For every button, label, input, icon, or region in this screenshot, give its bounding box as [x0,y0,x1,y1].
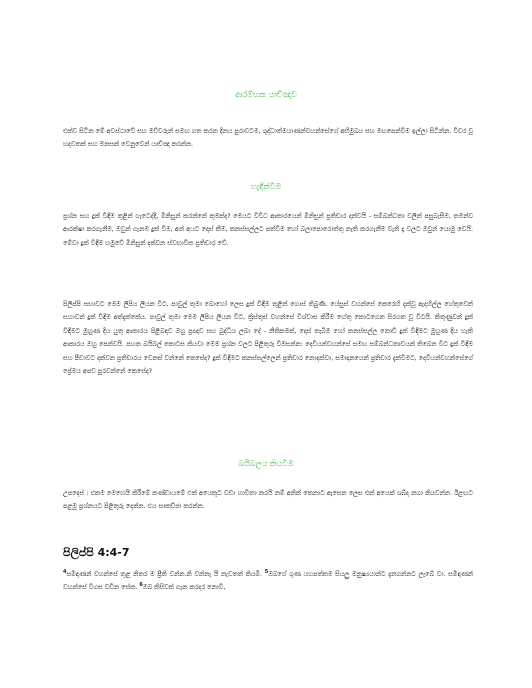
verse-5: ඔබගේ ගුණ යහපත්කම සියලු මනුෂ්‍යයාන්ට දැනගන්නට ලැබේ වා. සමිඳාණන් වහන්සේ විගස වඩින සේක. [63,570,473,592]
introduction-paragraph-1: ප්‍රශ්න සහ දුක් විඳීම තුළින් ගැටෙද්දී, මිනිසුන් කරන්නේ කුමක්ද? මෙයට විවිධ ආකාරයෙන් මිනිසුන් ප්‍රතිචාර දක්වයි - සම්බන්ධතා වලින් පසුබැසීම, තමන්ව ආරක්ෂා කරගැනීම, ඔවුන් ගැනම දුක් වීම, අන් අයට දොස් කීම, කනස්සල්ලට පත්වීම හෝ බලාපොරොත්තු නැති කරගැනීම වැනි දෑ වලට ඔවුන් යොමු වෙයි. මේවා දුක් විඳීම හමුවේ මිනිසුන් දක්වන ස්වභාවික ප්‍රතිචාර වේ. [63,212,473,247]
opening-prayer-text: එක්ව සිටින මේ අවස්ථාවේ සහ මව්වරුන් සමඟ ගත කරන දිනය පුරාවටම, ශුද්ධාත්මයාණන්වහන්සේගේ අභිමුඛය සහ මඟපෙන්වීම ඉල්ලා සිටින්න. විවර වූ හදවතක් සහ මනසක් වෙනුවෙන් යාච්ඤා කරන්න. [63,127,473,149]
scripture-text [63,568,473,595]
opening-prayer-heading: ආරම්භක යාච්ඤාව [235,90,297,99]
introduction-heading: හැඳින්වීම [250,182,282,191]
scripture-reference: පිලිප්පි 4:4-7 [63,546,130,559]
verse-number: 5 [264,568,269,575]
introduction-paragraph-2: පිලිප්පි සභාවට මෙම ලිපිය ලියන විට, පාවුල් තුමා බොහෝ ලෙස දුක් විඳීම තුළින් ගොස් තිබුණි. යේසුස් වහන්සේ කෙරෙහි දැක්වූ ඇදහිල්ල හේතුවෙන් සහාවන් දුක් විඳීම අත්දැක්කේය. පාවුල් තුමා මෙම ලිපිය ලියන විට, ක්‍රිස්තුස් වහන්සේ විශ්වාස කිරීම හේතු කොටගෙන සිරගත වූ විටයි. කිතුණුවන් දුක් විඳීමට මුහුණ දිය යුතු ආකාරය පිළිබඳව ඔහු ප්‍රඥාව සහ බුද්ධිය ලබා දේ - නීතිකමක්, දොස් තැබීම හෝ කනස්සල්ල නොව් දුක් විඳීමට මුහුණ දිය හැකි ආකාරය ඔහු පෙන්වයි. පහත බයිබල් කොටස කියවා මෙම ප්‍රශ්න වලට පිළිතුරු විමසන්න: දෙවියන්වහන්සේ සමඟ සම්බන්ධතාවයක් තිබෙන විට දුක් විඳීම සහ පීඩාවට දක්වන ප්‍රතිචාරය වෙනස් වන්නේ කෙසේද? දුක් විඳීමට කනස්සල්ලෙන් ප්‍රතිචාර නොදක්වා, සමාදානයෙන් ප්‍රතිචාර දැක්වීමට, දෙවියන්වහන්සේගේ ප්‍රේමය අපව පුරවන්නේ කෙසේද? [63,300,473,376]
verse-6: ඔබ කිසිවක් ගැන කරදර නොවී, [142,583,226,592]
bible-reading-instructions: උපදෙස් : එකම මෙහෙයි කිරීමේ කණ්ඩායමේ එක් අයෙකුට වඩා හාවිතා කරයි නම් අනික් කෙනාට ඇසෙන ලෙස එක් අයෙක් ශබ්ද නගා කියවන්න. ඊළඟට පළමු ප්‍රශ්නයට පිළිතුරු දෙන්න. එය සාකච්ඡා කරන්න. [63,489,473,511]
bible-reading-heading: බයිබලය කියවීම [238,459,294,468]
verse-4: සමිඳාණන් වහන්සේ තුළ නිතර ම ප්‍රීති වන්න.නි වන්නැ යි නැවතත් කියමි. [66,570,263,578]
verse-number: 4 [63,568,67,575]
verse-number: 6 [139,582,143,589]
